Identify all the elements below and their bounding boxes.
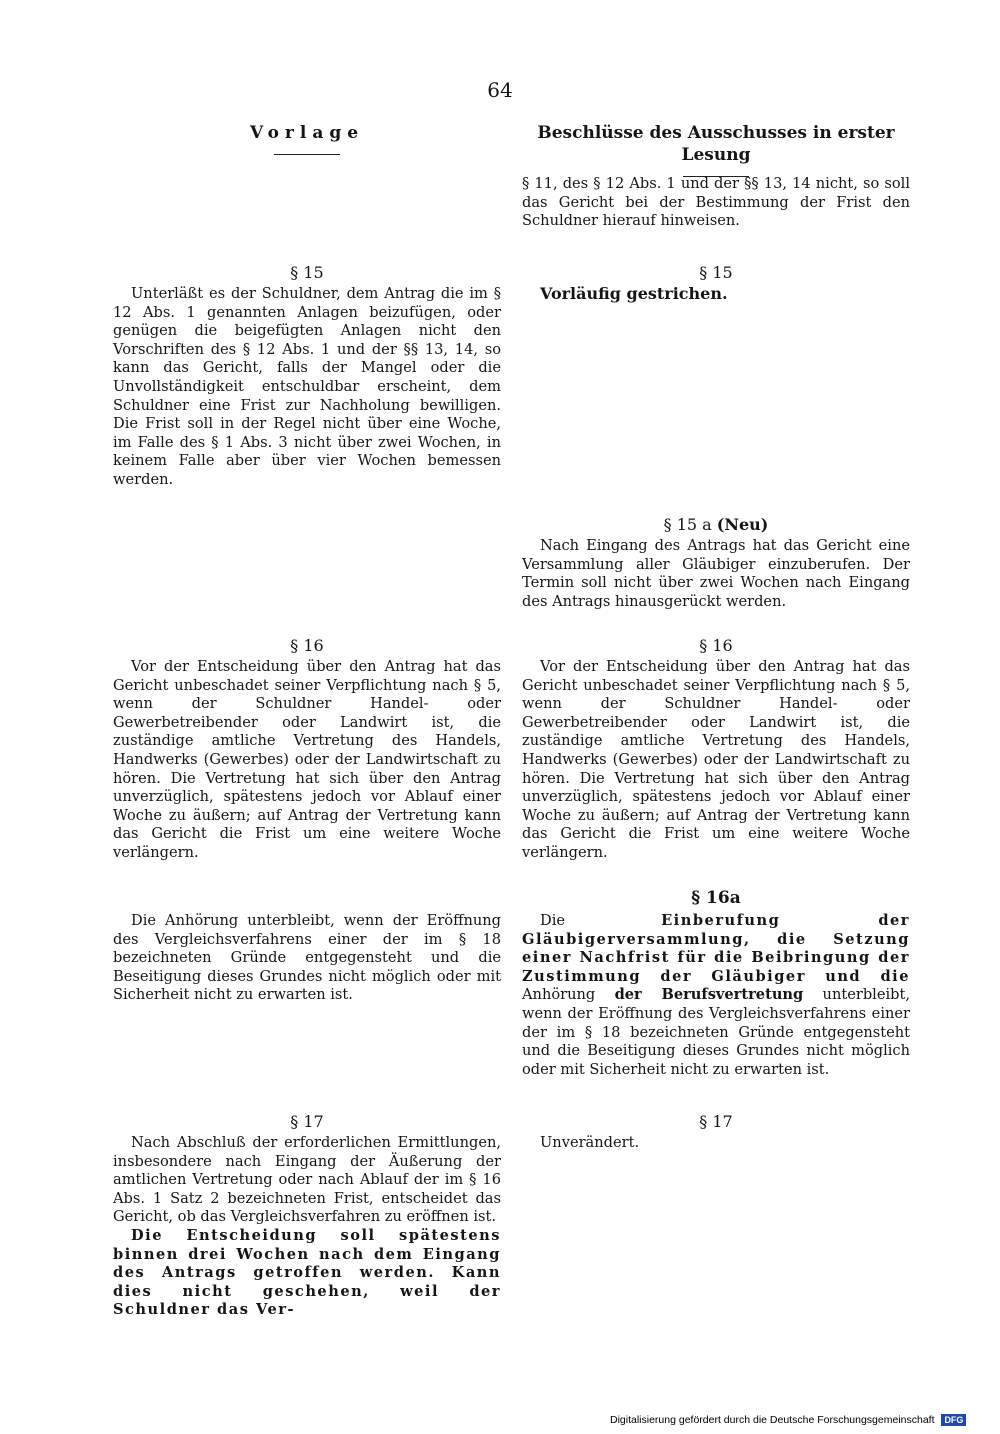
right-header-block: [522, 122, 910, 177]
left-column-title: Vorlage: [249, 123, 365, 143]
section-text: § 11, des § 12 Abs. 1 und der §§ 13, 14 nicht, so soll das Gericht bei der Bestimmung der Frist den Schuldner hierauf hinweisen.: [522, 175, 910, 230]
section-text: Nach Abschluß der erforderlichen Ermittlungen, insbesondere nach Eingang der Äußerung der amtlichen Vertretung oder nach Ablauf der im § 16 Abs. 1 Satz 2 bezeichneten Frist, entscheidet das Gericht, ob das Vergleichsverfahren zu eröffnen ist.: [113, 1134, 501, 1226]
right-intro-block: [522, 175, 910, 231]
left-header-block: [113, 122, 501, 155]
section-heading: § 15: [290, 263, 324, 282]
text-run: unterbleibt, wenn der Eröffnung des Vergleichsverfahrens einer der im § 18 bezeichneten Gründe entgegensteht und die Beseitigung dieses Grundes nicht möglich oder mit Sicherheit nicht zu erwarten ist.: [522, 986, 910, 1078]
left-section-16-continuation: [113, 912, 501, 1005]
section-new-note: (Neu): [716, 515, 769, 534]
section-text: Nach Eingang des Antrags hat das Gericht eine Versammlung aller Gläubiger einzuberufen. Der Termin soll nicht über zwei Wochen nach Eingang des Antrags hinausgerückt werden.: [522, 537, 910, 610]
footer-text: Digitalisierung gefördert durch die Deutsche Forschungsgemeinschaft: [610, 1414, 935, 1426]
section-text: Die Anhörung unterbleibt, wenn der Eröffnung des Vergleichsverfahrens einer der im § 18 bezeichneten Gründe entgegensteht und die Beseitigung dieses Grundes nicht möglich oder mit Sicherheit nicht zu erwarten ist.: [113, 912, 501, 1004]
left-section-16: [113, 636, 501, 863]
page-number: 64: [487, 78, 513, 102]
section-text: Vor der Entscheidung über den Antrag hat das Gericht unbeschadet seiner Verpflichtung nach § 5, wenn der Schuldner Handel- oder Gewerbetreibender oder Landwirt ist, die zuständige amtliche Vertretung des Handels, Handwerks (Gewerbes) oder der Landwirtschaft zu hören. Die Vertretung hat sich über den Antrag unverzüglich, spätestens jedoch vor Ablauf einer Woche zu äußern; auf Antrag der Vertretung kann das Gericht die Frist um eine weitere Woche verlängern.: [113, 658, 501, 861]
text-run-bold: der Berufsvertretung: [614, 986, 804, 1004]
left-section-17: [113, 1112, 501, 1320]
dfg-logo: DFG: [941, 1414, 966, 1426]
section-heading: § 16a: [691, 888, 741, 908]
right-section-16a: [522, 888, 910, 1079]
section-text-emphasis: Die Entscheidung soll spätestens binnen drei Wochen nach dem Eingang des Antrags getroffen werden. Kann dies nicht geschehen, weil der Schuldner das Ver-: [113, 1226, 501, 1319]
text-run: Die: [540, 912, 662, 929]
right-column-title: Beschlüsse des Ausschusses in erster Lesung: [537, 123, 895, 165]
right-section-15: [522, 263, 910, 304]
right-section-16: [522, 636, 910, 863]
digitization-footer: [610, 1414, 966, 1426]
section-heading: § 16: [699, 636, 733, 655]
section-heading: § 15: [699, 263, 733, 282]
section-text: Vorläufig gestrichen.: [540, 284, 728, 303]
section-number: § 15 a: [663, 515, 712, 534]
left-section-15: [113, 263, 501, 490]
right-section-17: [522, 1112, 910, 1153]
section-text: Unverändert.: [540, 1134, 640, 1151]
section-heading: [522, 515, 910, 535]
section-heading: § 17: [699, 1112, 733, 1131]
text-run: Anhörung: [522, 986, 615, 1004]
text-run-bold: Einberufung der Gläubigerversammlung, die Setzung einer Nachfrist für die Beibringung der Zustimmung der Gläubiger und die: [522, 912, 910, 985]
section-text: [522, 912, 910, 1079]
section-heading: § 17: [290, 1112, 324, 1131]
section-text: Unterläßt es der Schuldner, dem Antrag die im § 12 Abs. 1 genannten Anlagen beizufügen, oder genügen die beigefügten Anlagen nicht den Vorschriften des § 12 Abs. 1 und der §§ 13, 14, so kann das Gericht, falls der Mangel oder die Unvollständigkeit entschuldbar erscheint, dem Schuldner eine Frist zur Nachholung bewilligen. Die Frist soll in der Regel nicht über eine Woche, im Falle des § 1 Abs. 3 nicht über zwei Wochen, in keinem Falle aber über vier Wochen bemessen werden.: [113, 285, 501, 488]
section-heading: § 16: [290, 636, 324, 655]
left-header-rule: [274, 154, 340, 155]
section-text: Vor der Entscheidung über den Antrag hat das Gericht unbeschadet seiner Verpflichtung nach § 5, wenn der Schuldner Handel- oder Gewerbetreibender oder Landwirt ist, die zuständige amtliche Vertretung des Handels, Handwerks (Gewerbes) oder der Landwirtschaft zu hören. Die Vertretung hat sich über den Antrag unverzüglich, spätestens jedoch vor Ablauf einer Woche zu äußern; auf Antrag der Vertretung kann das Gericht die Frist um eine weitere Woche verlängern.: [522, 658, 910, 861]
right-section-15a: [522, 515, 910, 611]
